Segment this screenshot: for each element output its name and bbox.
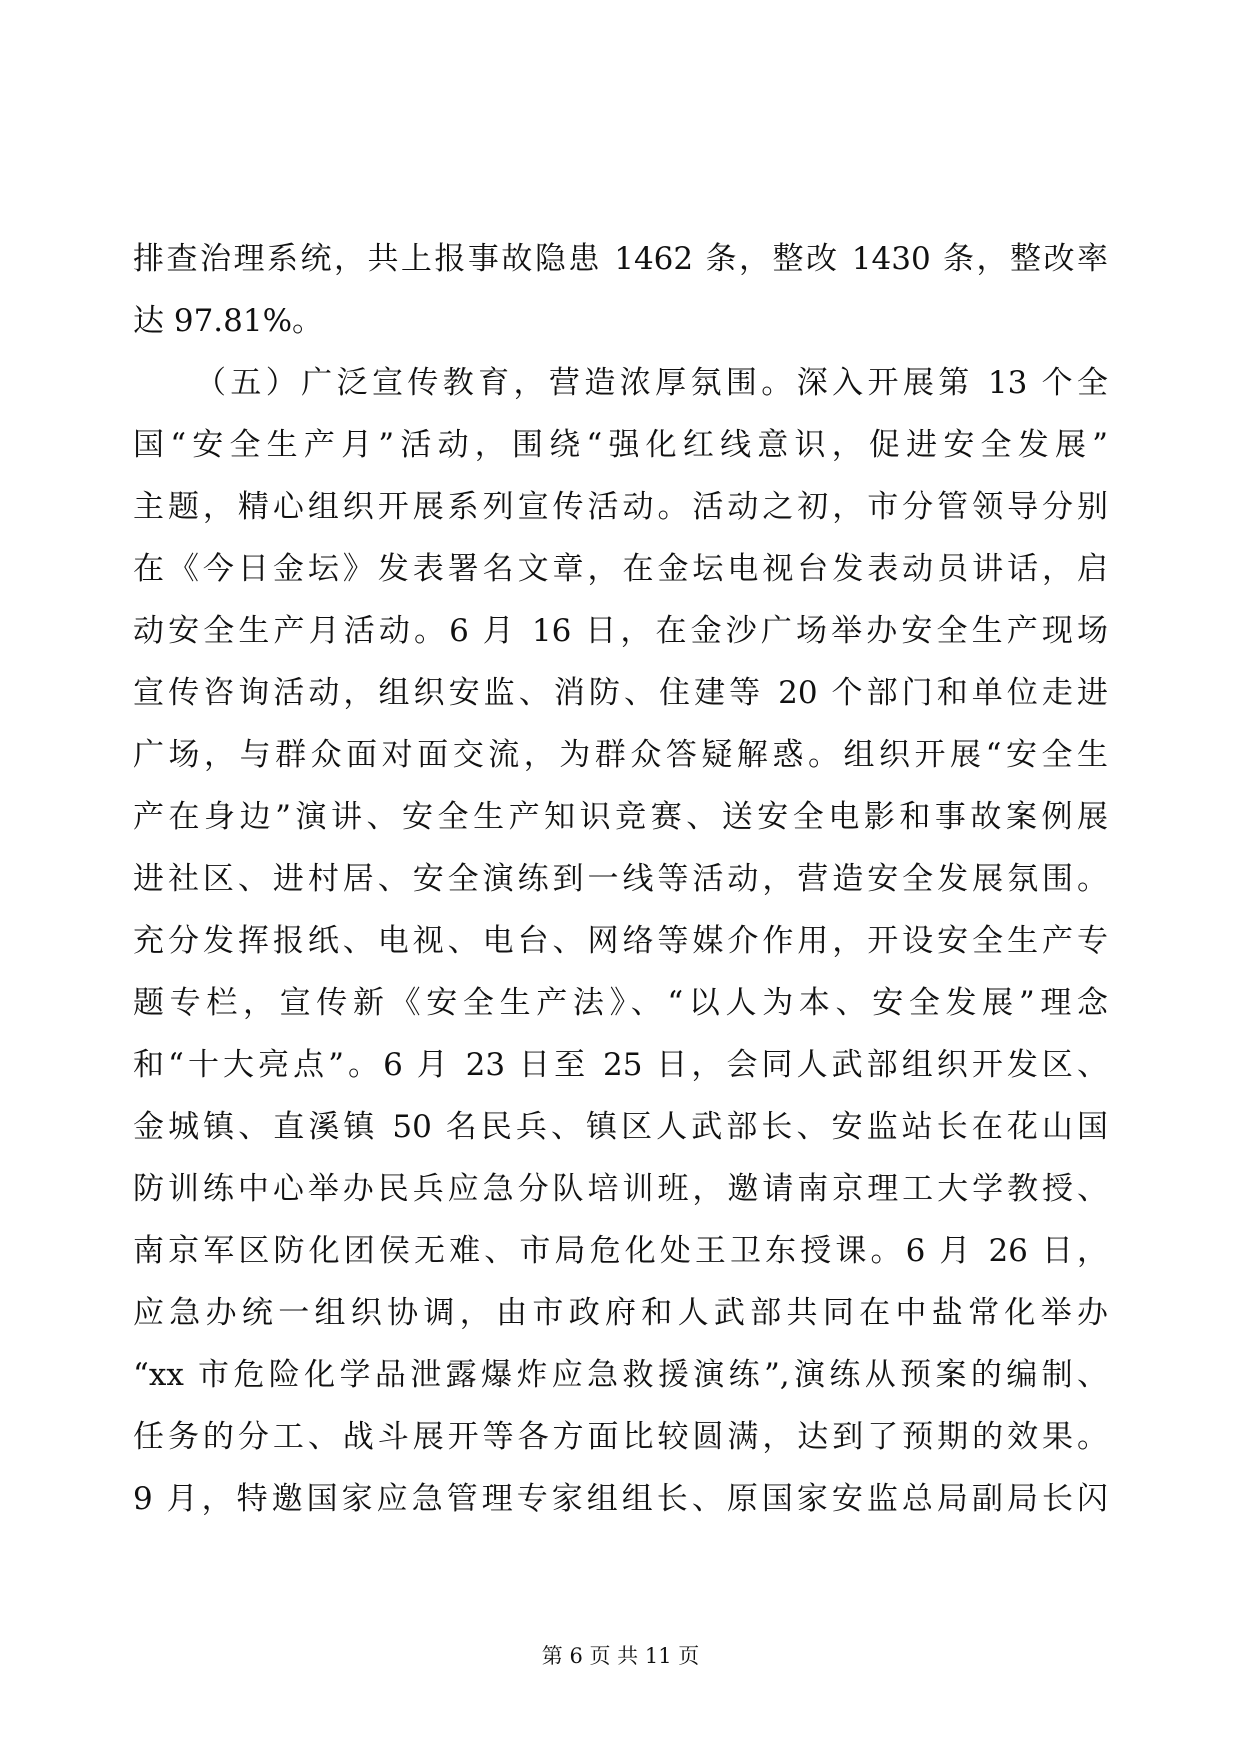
text-line: 题专栏，宣传新《安全生产法》、“以人为本、安全发展”理念 [133, 985, 1108, 1021]
text-line: 9 月，特邀国家应急管理专家组组长、原国家安监总局副局长闪 [133, 1481, 1108, 1517]
text-line: 达 97.81%。 [133, 303, 324, 339]
text-line: 排查治理系统，共上报事故隐患 1462 条，整改 1430 条，整改率 [133, 241, 1108, 277]
text-line: 宣传咨询活动，组织安监、消防、住建等 20 个部门和单位走进 [133, 675, 1108, 711]
text-line: 和“十大亮点”。6 月 23 日至 25 日，会同人武部组织开发区、 [133, 1047, 1108, 1083]
text-line: 防训练中心举办民兵应急分队培训班，邀请南京理工大学教授、 [133, 1171, 1108, 1207]
text-line: 动安全生产月活动。6 月 16 日，在金沙广场举办安全生产现场 [133, 613, 1108, 649]
text-line: 主题，精心组织开展系列宣传活动。活动之初，市分管领导分别 [133, 489, 1108, 525]
text-line: 充分发挥报纸、电视、电台、网络等媒介作用，开设安全生产专 [133, 923, 1108, 959]
text-line: 广场，与群众面对面交流，为群众答疑解惑。组织开展“安全生 [133, 737, 1108, 773]
text-line: 产在身边”演讲、安全生产知识竞赛、送安全电影和事故案例展 [133, 799, 1108, 835]
text-line: “xx 市危险化学品泄露爆炸应急救援演练”,演练从预案的编制、 [133, 1357, 1108, 1393]
body-text [133, 228, 1108, 1530]
text-line: 国“安全生产月”活动，围绕“强化红线意识，促进安全发展” [133, 427, 1108, 463]
paragraph-first-line: （五）广泛宣传教育，营造浓厚氛围。深入开展第 13 个全 [195, 365, 1108, 401]
text-line: 金城镇、直溪镇 50 名民兵、镇区人武部长、安监站长在花山国 [133, 1109, 1108, 1145]
text-line: 南京军区防化团侯无难、市局危化处王卫东授课。6 月 26 日， [133, 1233, 1108, 1269]
text-line: 在《今日金坛》发表署名文章，在金坛电视台发表动员讲话，启 [133, 551, 1108, 587]
page-footer [0, 1640, 1241, 1670]
text-line: 进社区、进村居、安全演练到一线等活动，营造安全发展氛围。 [133, 861, 1108, 897]
text-line: 任务的分工、战斗展开等各方面比较圆满，达到了预期的效果。 [133, 1419, 1108, 1455]
text-line: 应急办统一组织协调，由市政府和人武部共同在中盐常化举办 [133, 1295, 1108, 1331]
page-number-label: 第 6 页 共 11 页 [541, 1644, 700, 1668]
